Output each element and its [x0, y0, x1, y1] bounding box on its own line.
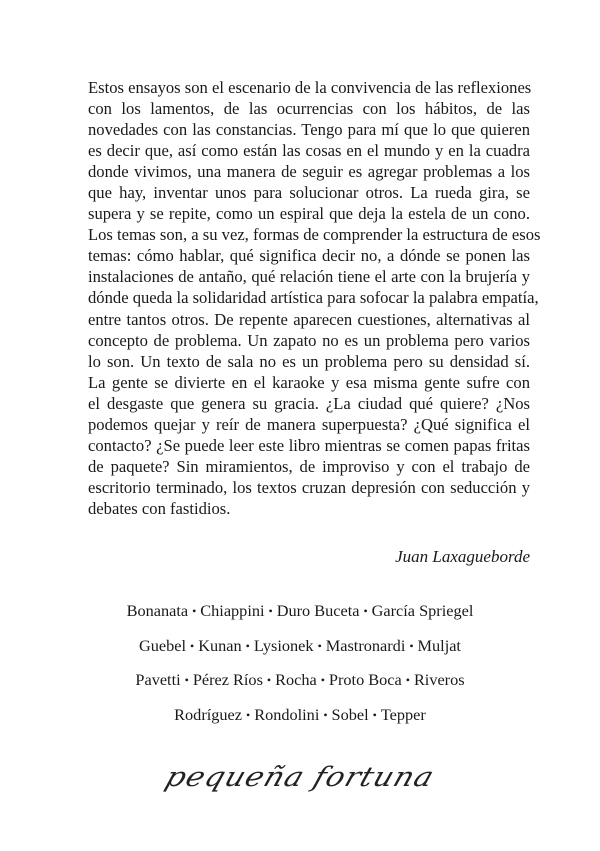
blurb-line: lo son. Un texto de sala no es un problema pero su densidad sí. [88, 351, 530, 371]
blurb-line: es decir que, así como están las cosas en el mundo y en la cuadra [88, 141, 530, 161]
blurb-line: de paquete? Sin miramientos, de improviso y con el trabajo de [88, 456, 530, 476]
bullet-separator-icon: • [363, 604, 368, 618]
blurb-line: debates con fastidios. [88, 498, 231, 518]
author-name: Lysionek [253, 635, 314, 655]
author-name: Guebel [139, 635, 187, 655]
blurb-line: dónde queda la solidaridad artística para sofocar la palabra empatía, [88, 288, 539, 308]
author-row [0, 663, 600, 698]
publisher-logo: pequeña fortuna [161, 761, 439, 794]
blurb-line: donde vivimos, una manera de seguir es agregar problemas a los [88, 162, 530, 182]
bullet-separator-icon: • [317, 638, 322, 653]
bullet-separator-icon: • [184, 673, 189, 687]
author-row [0, 594, 600, 629]
blurb-line: supera y se repite, como un espiral que deja la estela de un cono. [88, 204, 530, 224]
author-row [0, 698, 600, 733]
bullet-separator-icon: • [268, 604, 273, 618]
author-name: Bonanata [126, 601, 189, 620]
blurb-line: La gente se divierte en el karaoke y esa misma gente sufre con [88, 372, 530, 392]
blurb-line: escritorio terminado, los textos cruzan depresión con seducción y [88, 477, 530, 497]
author-name: Chiappini [200, 601, 265, 620]
author-name: Kunan [198, 635, 242, 655]
author-name: Sobel [331, 704, 369, 724]
bullet-separator-icon: • [246, 707, 251, 722]
bullet-separator-icon: • [320, 673, 325, 687]
blurb-line: temas: cómo hablar, qué significa decir no, a dónde se ponen las [88, 246, 530, 266]
bullet-separator-icon: • [266, 673, 272, 687]
bullet-separator-icon: • [405, 673, 410, 687]
author-name: García Spriegel [371, 601, 474, 620]
blurb-line: novedades con las constancias. Tengo para mí que lo que quieren [88, 120, 530, 140]
author-name: Tepper [380, 704, 426, 724]
author-name: Duro Buceta [276, 601, 360, 620]
signature-author: Juan Laxagueborde [395, 547, 530, 566]
author-name: Pavetti [135, 670, 181, 689]
bullet-separator-icon: • [245, 638, 250, 653]
bullet-separator-icon: • [192, 604, 197, 618]
blurb-paragraph [88, 77, 541, 519]
blurb-line: contacto? ¿Se puede leer este libro mientras se comen papas fritas [88, 435, 530, 455]
blurb-line: instalaciones de antaño, qué relación tiene el arte con la brujería y [88, 267, 530, 287]
author-name: Muljat [417, 635, 461, 655]
author-name: Riveros [413, 670, 465, 689]
blurb-line: podemos quejar y reír de manera superpuesta? ¿Qué significa el [88, 414, 530, 434]
author-name: Rocha [275, 670, 317, 689]
blurb-line: que hay, inventar unos para solucionar otros. La rueda gira, se [88, 183, 530, 203]
blurb-line: con los lamentos, de las ocurrencias con los hábitos, de las [88, 99, 530, 119]
author-list [0, 594, 600, 732]
blurb-line: Los temas son, a su vez, formas de comprender la estructura de esos [88, 225, 541, 245]
bullet-separator-icon: • [409, 638, 414, 653]
blurb-line: el desgaste que genera su gracia. ¿La ciudad qué quiere? ¿Nos [88, 393, 530, 413]
author-name: Rondolini [254, 704, 320, 724]
blurb-line: entre tantos otros. De repente aparecen cuestiones, alternativas al [88, 309, 530, 329]
blurb-line: concepto de problema. Un zapato no es un problema pero varios [88, 330, 530, 350]
author-name: Mastronardi [325, 635, 406, 655]
bullet-separator-icon: • [372, 707, 377, 722]
blurb-line: Estos ensayos son el escenario de la convivencia de las reflexiones [88, 78, 532, 97]
author-name: Pérez Ríos [192, 670, 263, 689]
bullet-separator-icon: • [190, 638, 195, 653]
author-name: Proto Boca [328, 670, 402, 689]
author-name: Rodríguez [174, 704, 242, 724]
author-row [0, 629, 600, 664]
bullet-separator-icon: • [323, 707, 328, 722]
